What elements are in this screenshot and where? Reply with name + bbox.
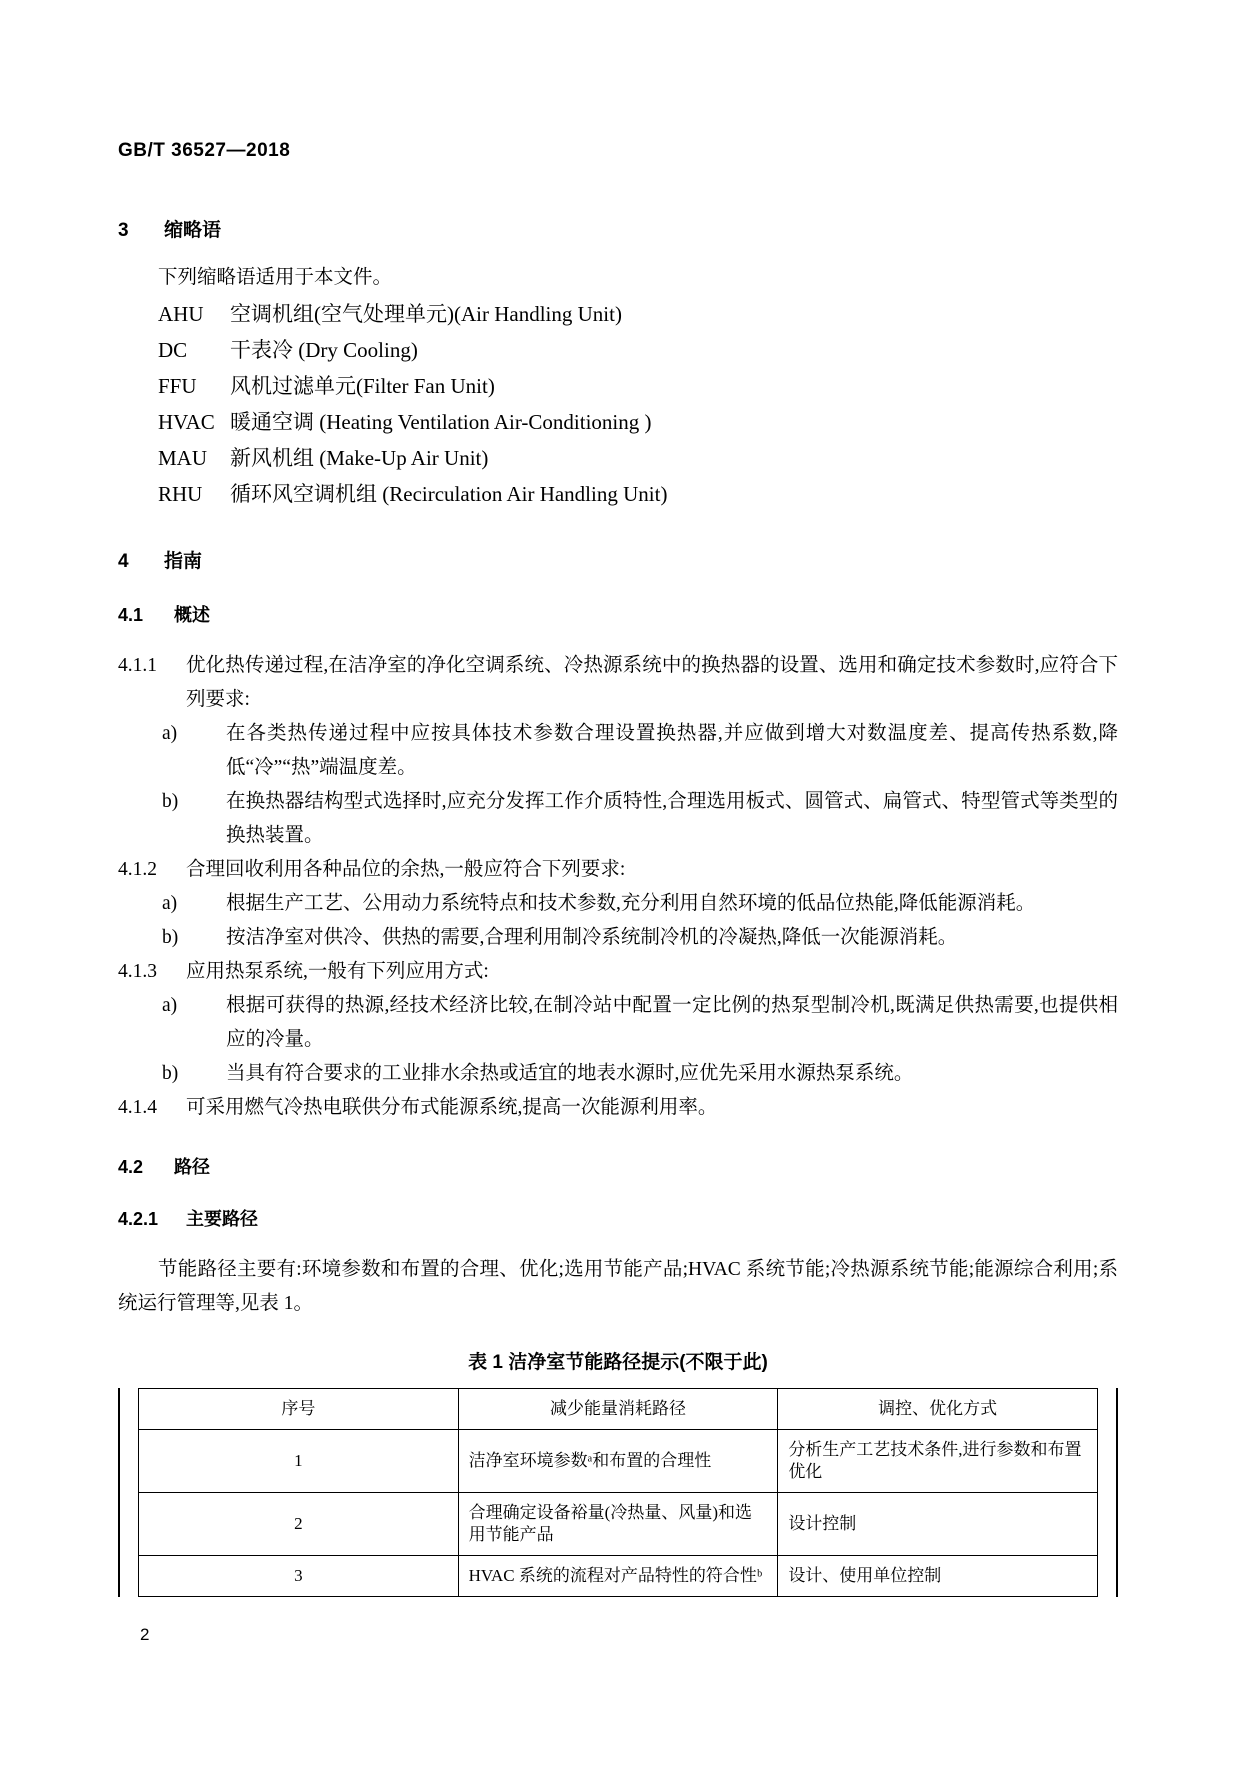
abbreviation-text: 暖通空调 (Heating Ventilation Air-Conditioning ) <box>230 410 652 434</box>
item-text: 根据生产工艺、公用动力系统特点和技术参数,充分利用自然环境的低品位热能,降低能源消耗。 <box>226 893 1036 914</box>
table-1-caption: 表 1 洁净室节能路径提示(不限于此) <box>468 1352 768 1373</box>
clause-4-1-number: 4.1 <box>118 605 144 625</box>
item-4-1-3-text: 应用热泵系统,一般有下列应用方式: <box>186 961 489 982</box>
abbreviation-text: 干表冷 (Dry Cooling) <box>230 338 418 362</box>
clause-4-2-1-number: 4.2.1 <box>118 1209 159 1229</box>
abbreviation-code: HVAC <box>158 410 215 434</box>
abbreviation-item <box>158 332 1118 368</box>
clause-4-2-title: 路径 <box>174 1157 210 1177</box>
item-4-1-3-number: 4.1.3 <box>118 961 157 982</box>
abbreviation-code: AHU <box>158 302 204 326</box>
abbreviation-item <box>158 440 1118 476</box>
item-4-1-2 <box>118 853 1118 887</box>
cell-path: HVAC 系统的流程对产品特性的符合性ᵇ <box>458 1556 778 1597</box>
item-4-1-1-text: 优化热传递过程,在洁净室的净化空调系统、冷热源系统中的换热器的设置、选用和确定技术参数时,应符合下列要求: <box>186 655 1118 710</box>
item-4-1-3-a <box>162 989 1118 1057</box>
item-4-1-4-number: 4.1.4 <box>118 1097 157 1118</box>
abbreviation-text: 空调机组(空气处理单元)(Air Handling Unit) <box>230 302 622 326</box>
heading-clause-4 <box>118 546 1118 573</box>
standard-number-header: GB/T 36527—2018 <box>118 140 291 161</box>
paragraph-4-2-1: 节能路径主要有:环境参数和布置的合理、优化;选用节能产品;HVAC 系统节能;冷热源系统节能;能源综合利用;系统运行管理等,见表 1。 <box>118 1259 1118 1314</box>
item-4-1-4-text: 可采用燃气冷热电联供分布式能源系统,提高一次能源利用率。 <box>186 1097 718 1118</box>
clause-4-1-title: 概述 <box>174 605 210 625</box>
item-text: 在换热器结构型式选择时,应充分发挥工作介质特性,合理选用板式、圆管式、扁管式、特型管式等类型的换热装置。 <box>226 791 1118 846</box>
abbreviation-text: 新风机组 (Make-Up Air Unit) <box>230 446 489 470</box>
abbreviation-item <box>158 404 1118 440</box>
abbreviation-item <box>158 476 1118 512</box>
item-4-1-2-a <box>162 887 1118 921</box>
item-text: 当具有符合要求的工业排水余热或适宜的地表水源时,应优先采用水源热泵系统。 <box>226 1063 914 1084</box>
item-4-1-4 <box>118 1091 1118 1125</box>
heading-clause-4-2-1 <box>118 1205 1118 1231</box>
cell-path: 合理确定设备裕量(冷热量、风量)和选用节能产品 <box>458 1493 778 1556</box>
abbreviation-text: 循环风空调机组 (Recirculation Air Handling Unit) <box>230 482 668 506</box>
clause-4-2-1-title: 主要路径 <box>186 1209 258 1229</box>
cell-index: 1 <box>139 1430 459 1493</box>
clause-4-title: 指南 <box>164 551 203 572</box>
table-row <box>139 1493 1098 1556</box>
item-4-1-1-number: 4.1.1 <box>118 655 157 676</box>
cell-index: 2 <box>139 1493 459 1556</box>
clause-4-number: 4 <box>118 551 129 572</box>
cell-way: 设计控制 <box>778 1493 1098 1556</box>
page-number: 2 <box>140 1625 150 1644</box>
abbreviation-list <box>158 296 1118 512</box>
item-4-1-2-number: 4.1.2 <box>118 859 157 880</box>
abbreviation-text: 风机过滤单元(Filter Fan Unit) <box>230 374 495 398</box>
item-label: a) <box>162 893 178 914</box>
item-text: 按洁净室对供冷、供热的需要,合理利用制冷系统制冷机的冷凝热,降低一次能源消耗。 <box>226 927 958 948</box>
table-1-wrapper <box>118 1388 1118 1597</box>
item-label: b) <box>162 927 179 948</box>
item-text: 在各类热传递过程中应按具体技术参数合理设置换热器,并应做到增大对数温度差、提高传热系数,降低“冷”“热”端温度差。 <box>226 723 1118 778</box>
item-4-1-1-b <box>162 785 1118 853</box>
heading-clause-4-1 <box>118 601 1118 627</box>
item-4-1-1 <box>118 649 1118 717</box>
item-4-1-1-a <box>162 717 1118 785</box>
item-4-1-2-text: 合理回收利用各种品位的余热,一般应符合下列要求: <box>186 859 626 880</box>
heading-clause-3 <box>118 215 1118 242</box>
abbreviation-intro: 下列缩略语适用于本文件。 <box>158 267 393 288</box>
cell-index: 3 <box>139 1556 459 1597</box>
abbreviation-code: DC <box>158 338 188 362</box>
item-4-1-3-b <box>162 1057 1118 1091</box>
heading-clause-4-2 <box>118 1153 1118 1179</box>
cell-path: 洁净室环境参数ᵃ和布置的合理性 <box>458 1430 778 1493</box>
clause-3-number: 3 <box>118 220 129 241</box>
abbreviation-item <box>158 296 1118 332</box>
table-header-row <box>139 1389 1098 1430</box>
column-header-index: 序号 <box>139 1389 459 1430</box>
item-label: b) <box>162 1063 179 1084</box>
abbreviation-code: RHU <box>158 482 203 506</box>
abbreviation-item <box>158 368 1118 404</box>
item-label: a) <box>162 995 178 1016</box>
item-label: a) <box>162 723 178 744</box>
item-4-1-2-b <box>162 921 1118 955</box>
item-text: 根据可获得的热源,经技术经济比较,在制冷站中配置一定比例的热泵型制冷机,既满足供热需要,也提供相应的冷量。 <box>226 995 1118 1050</box>
abbreviation-code: MAU <box>158 446 208 470</box>
item-4-1-3 <box>118 955 1118 989</box>
column-header-way: 调控、优化方式 <box>778 1389 1098 1430</box>
item-label: b) <box>162 791 179 812</box>
table-row <box>139 1556 1098 1597</box>
clause-4-2-number: 4.2 <box>118 1157 144 1177</box>
document-body <box>118 215 1118 1597</box>
column-header-path: 减少能量消耗路径 <box>458 1389 778 1430</box>
clause-3-title: 缩略语 <box>164 220 222 241</box>
table-row <box>139 1430 1098 1493</box>
cell-way: 分析生产工艺技术条件,进行参数和布置优化 <box>778 1430 1098 1493</box>
cell-way: 设计、使用单位控制 <box>778 1556 1098 1597</box>
abbreviation-code: FFU <box>158 374 197 398</box>
table-1 <box>138 1388 1098 1597</box>
